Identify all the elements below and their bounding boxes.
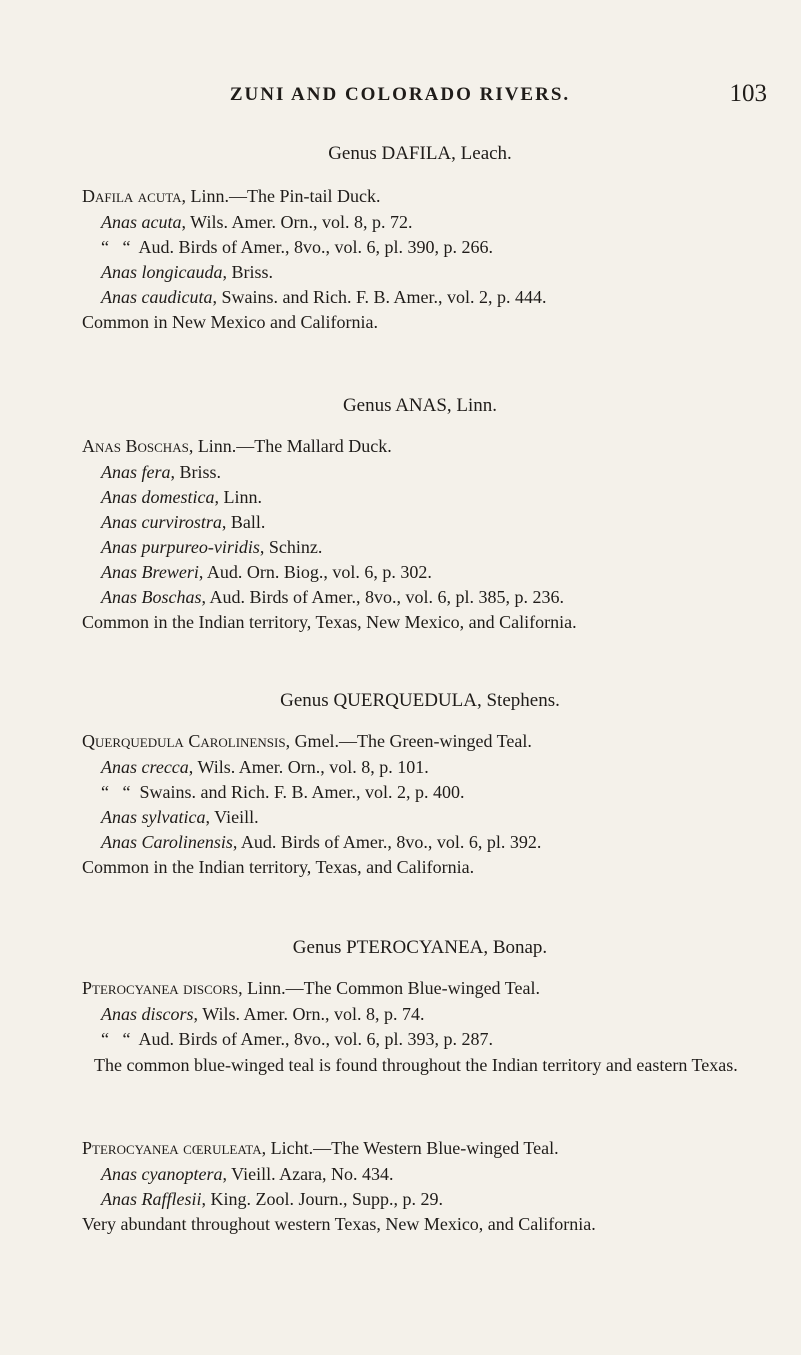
running-title: ZUNI AND COLORADO RIVERS. (229, 84, 571, 105)
species-name: Pterocyanea cœruleata (82, 1138, 262, 1158)
synonym-ref: , Aud. Birds of Amer., 8vo., vol. 6, pl. 392. (232, 832, 542, 852)
synonym (101, 562, 432, 583)
synonym-name: Anas Rafflesii (101, 1189, 202, 1209)
synonym-ref: , Linn. (214, 487, 262, 507)
synonym-name: Anas Boschas (101, 587, 202, 607)
genus-heading: Genus PTEROCYANEA, Bonap. (292, 937, 548, 958)
synonym-name: Anas acuta (101, 212, 182, 232)
genus-heading: Genus DAFILA, Leach. (328, 143, 512, 164)
synonym-ref: , Schinz. (259, 537, 323, 557)
species-entry (82, 731, 532, 752)
synonym-ref: , Swains. and Rich. F. B. Amer., vol. 2, p. 444. (212, 287, 547, 307)
synonym (101, 757, 429, 778)
synonym-name: Anas caudicuta (101, 287, 213, 307)
genus-heading: Genus QUERQUEDULA, Stephens. (280, 690, 560, 711)
species-authority: , Licht.—The Western Blue-winged Teal. (261, 1138, 559, 1158)
synonym-ref: , Briss. (222, 262, 274, 282)
synonym-name: Anas fera (101, 462, 171, 482)
synonym (101, 287, 547, 308)
synonym-name: Anas Carolinensis (101, 832, 233, 852)
species-authority: , Linn.—The Mallard Duck. (188, 436, 392, 456)
habitat-remark: The common blue-winged teal is found throughout the Indian territory and eastern Texas. (94, 1055, 738, 1075)
synonym (101, 807, 259, 828)
running-head (0, 80, 801, 114)
synonym-ref: , Wils. Amer. Orn., vol. 8, p. 101. (188, 757, 429, 777)
synonym-ref: , Aud. Orn. Biog., vol. 6, p. 302. (198, 562, 432, 582)
species-entry (82, 1138, 559, 1159)
synonym (101, 1004, 424, 1025)
synonym-ref: , Aud. Birds of Amer., 8vo., vol. 6, pl. 385, p. 236. (201, 587, 565, 607)
species-name: Pterocyanea discors (82, 978, 239, 998)
species-entry (82, 186, 380, 207)
synonym-name: Anas sylvatica (101, 807, 206, 827)
synonym-name: Anas discors (101, 1004, 194, 1024)
synonym (101, 782, 465, 803)
species-entry (82, 978, 540, 999)
synonym (101, 487, 262, 508)
synonym (101, 537, 322, 558)
synonym (101, 832, 541, 853)
synonym-ref: “ “ Aud. Birds of Amer., 8vo., vol. 6, pl. 393, p. 287. (101, 1029, 493, 1049)
synonym (101, 512, 265, 533)
synonym-ref: , Ball. (221, 512, 266, 532)
synonym-ref: , Vieill. (205, 807, 259, 827)
synonym (101, 587, 564, 608)
synonym (101, 237, 493, 258)
synonym-ref: , King. Zool. Journ., Supp., p. 29. (201, 1189, 444, 1209)
synonym (101, 262, 273, 283)
synonym (101, 1189, 443, 1210)
synonym-ref: , Briss. (170, 462, 222, 482)
habitat-remark: Common in the Indian territory, Texas, and California. (82, 857, 475, 877)
synonym-name: Anas purpureo-viridis (101, 537, 260, 557)
synonym-name: Anas Breweri (101, 562, 199, 582)
species-name: Dafila acuta (82, 186, 182, 206)
synonym-ref: , Vieill. Azara, No. 434. (222, 1164, 394, 1184)
species-authority: , Linn.—The Pin-tail Duck. (181, 186, 381, 206)
synonym-name: Anas longicauda (101, 262, 223, 282)
species-name: Querquedula Carolinensis (82, 731, 286, 751)
habitat-remark: Very abundant throughout western Texas, New Mexico, and California. (82, 1214, 596, 1234)
synonym-name: Anas curvirostra (101, 512, 222, 532)
genus-heading: Genus ANAS, Linn. (342, 395, 498, 416)
species-authority: , Linn.—The Common Blue-winged Teal. (238, 978, 540, 998)
synonym-ref: , Wils. Amer. Orn., vol. 8, p. 72. (181, 212, 413, 232)
species-entry (82, 436, 392, 457)
synonym-ref: “ “ Aud. Birds of Amer., 8vo., vol. 6, pl. 390, p. 266. (101, 237, 493, 257)
synonym-ref: “ “ Swains. and Rich. F. B. Amer., vol. 2, p. 400. (101, 782, 465, 802)
habitat-remark: Common in the Indian territory, Texas, New Mexico, and California. (82, 612, 577, 632)
synonym (101, 1029, 493, 1050)
synonym-name: Anas domestica (101, 487, 215, 507)
synonym-name: Anas crecca (101, 757, 189, 777)
species-authority: , Gmel.—The Green-winged Teal. (285, 731, 532, 751)
synonym (101, 212, 412, 233)
habitat-remark: Common in New Mexico and California. (82, 312, 378, 332)
synonym-ref: , Wils. Amer. Orn., vol. 8, p. 74. (193, 1004, 425, 1024)
synonym (101, 462, 221, 483)
species-name: Anas Boschas (82, 436, 189, 456)
page-number: 103 (729, 80, 767, 107)
synonym-name: Anas cyanoptera (101, 1164, 223, 1184)
synonym (101, 1164, 394, 1185)
